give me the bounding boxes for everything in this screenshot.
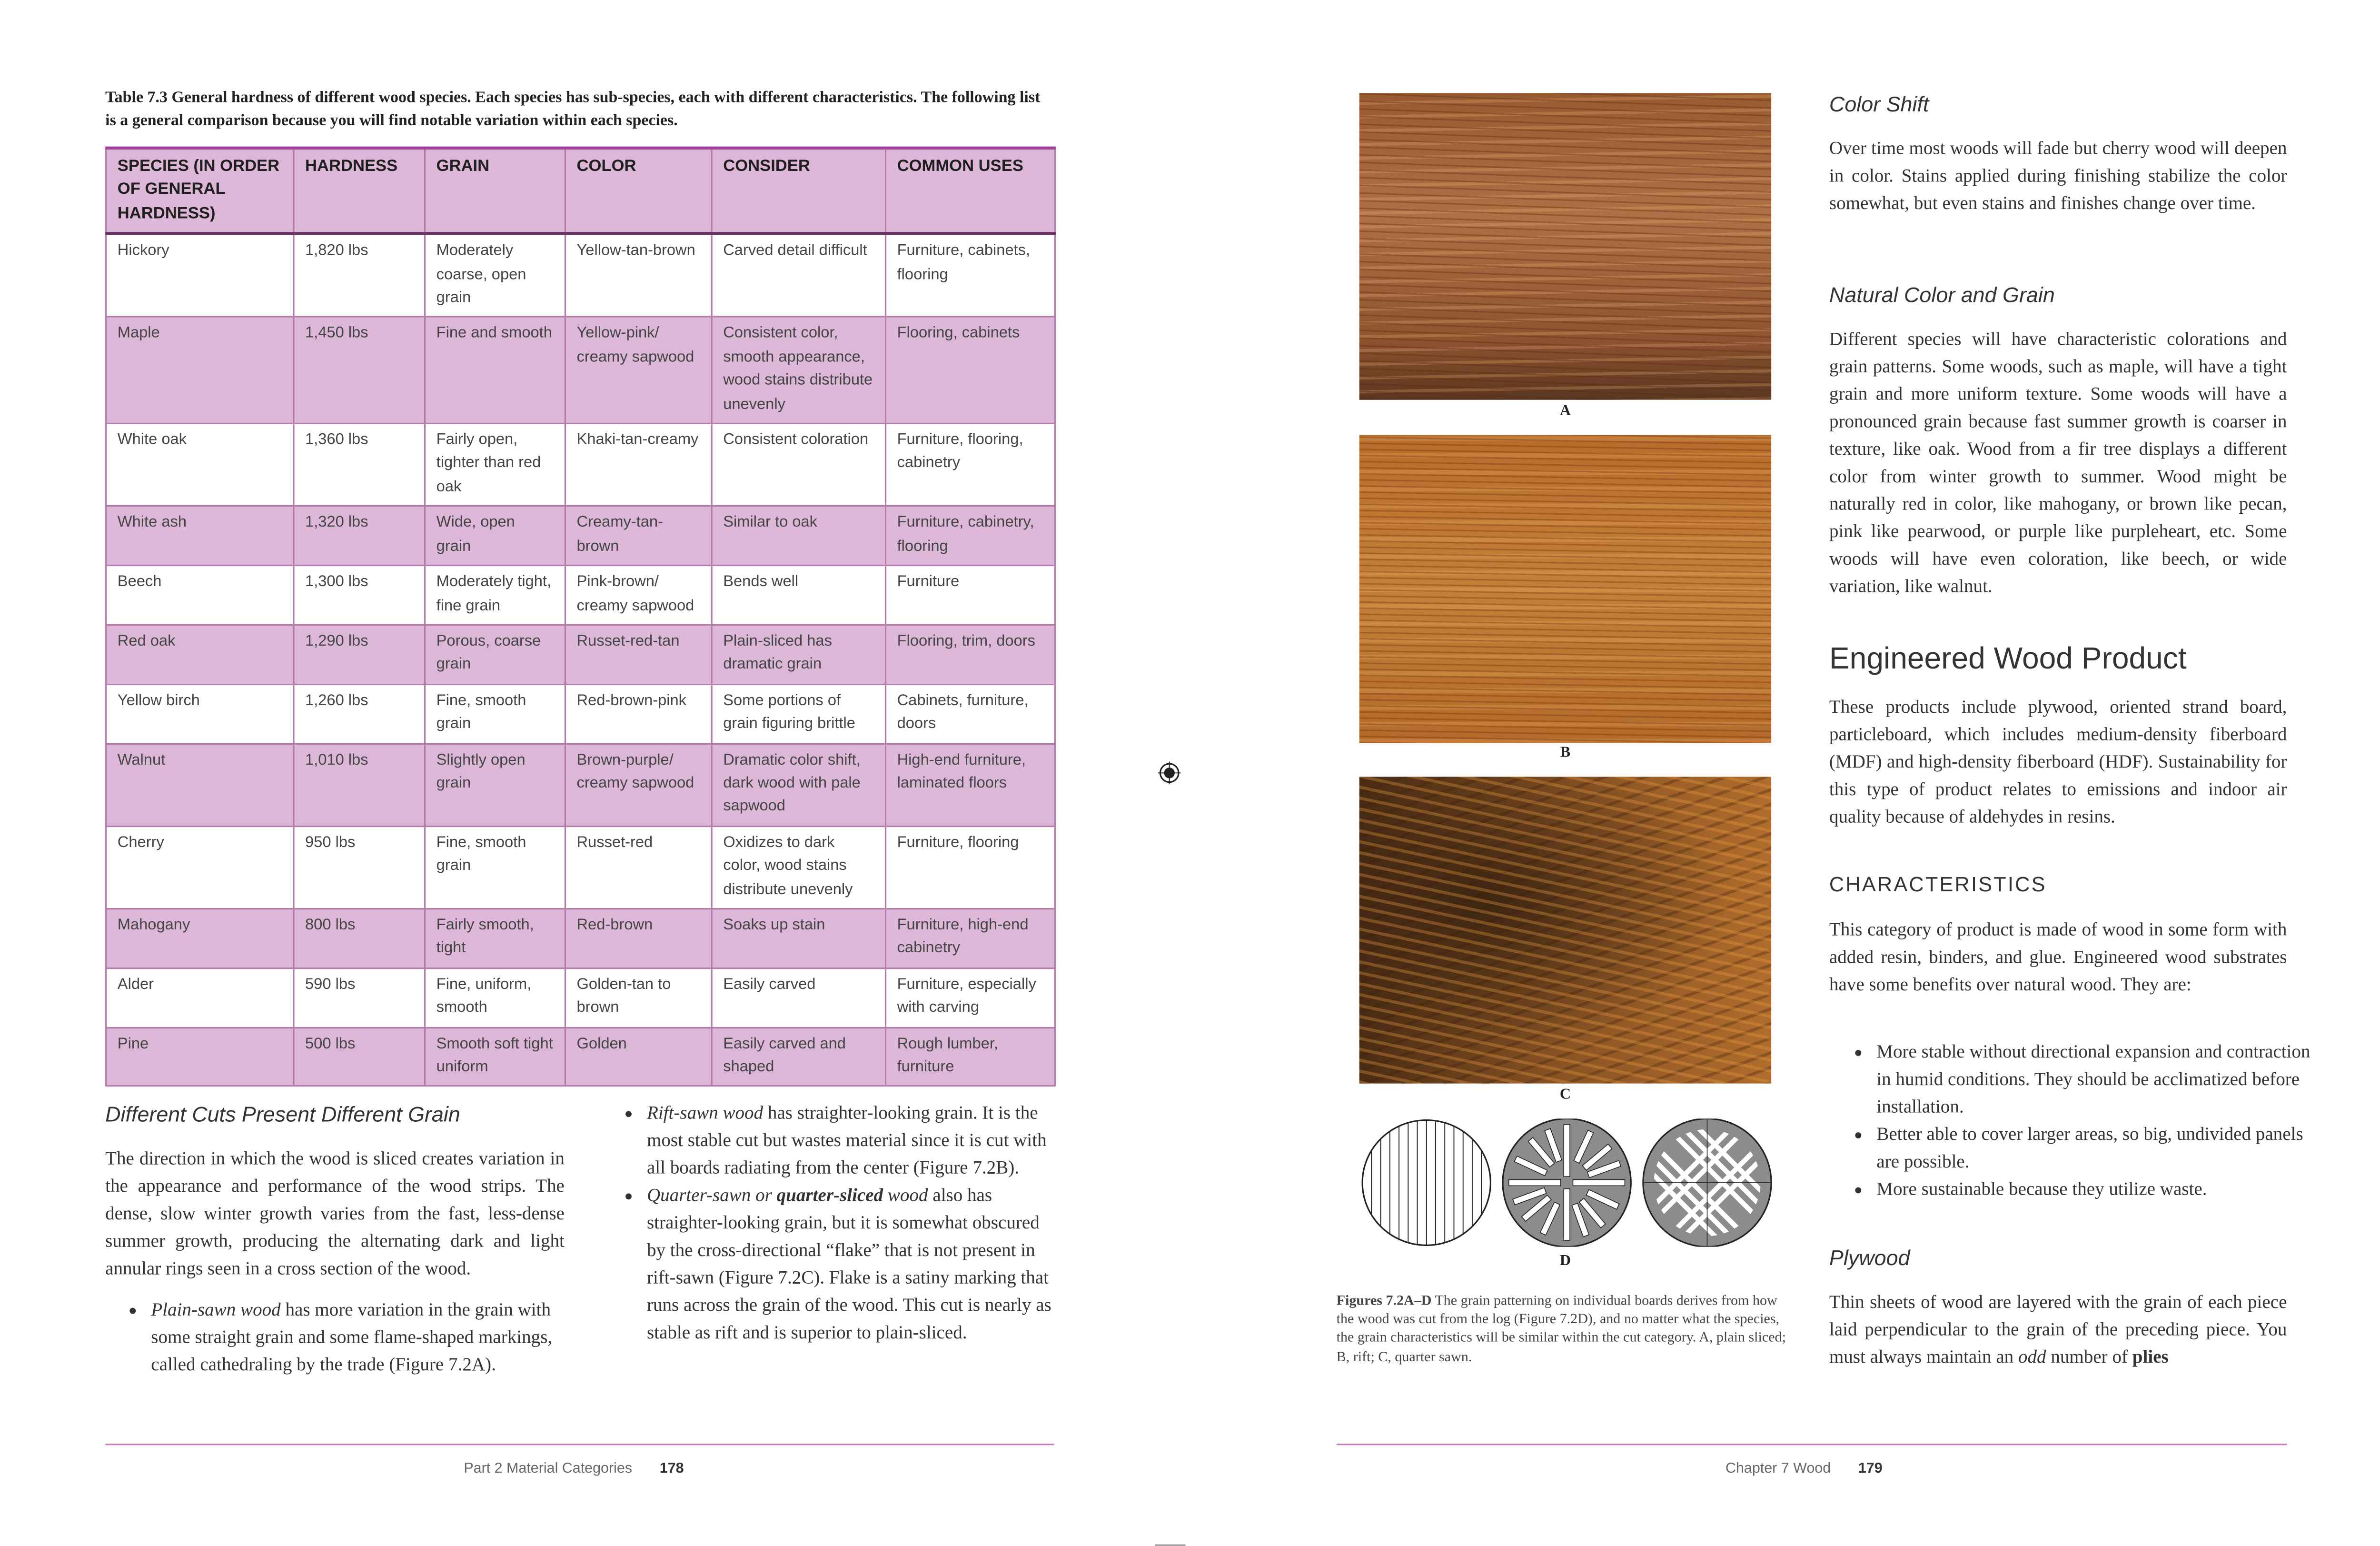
engineered-wood-heading: Engineered Wood Product (1829, 642, 2187, 676)
table-cell: Yellow-tan-brown (565, 234, 712, 317)
column-header: SPECIES (IN ORDER OF GENERAL HARDNESS) (106, 148, 294, 234)
table-cell: Beech (106, 566, 294, 625)
column-header: GRAIN (425, 148, 565, 234)
plywood-odd: odd (2018, 1346, 2046, 1367)
table-cell: Porous, coarse grain (425, 625, 565, 684)
table-cell: Fine, uniform, smooth (425, 968, 565, 1027)
photo-label-d: D (1559, 1253, 1571, 1270)
table-cell: 950 lbs (294, 826, 425, 909)
table-cell: Plain-sliced has dramatic grain (712, 625, 885, 684)
table-cell: Cherry (106, 826, 294, 909)
table-cell: 1,010 lbs (294, 743, 425, 826)
table-cell: Fine, smooth grain (425, 684, 565, 743)
table-cell: Carved detail difficult (712, 234, 885, 317)
bullet-text: also has straighter-looking grain, but it is somewhat obscured by the cross-directional “flake” that is not present in rift-sawn (Figure 7.2C). Flake is a satiny marking that runs across the grain of the wood. This cut is nearly as stable as rift and is superior to plain-sliced. (646, 1184, 1051, 1343)
table-cell: Dramatic color shift, dark wood with pale sapwood (712, 743, 885, 826)
table-cell: Alder (106, 968, 294, 1027)
table-cell: Furniture, cabinets, flooring (886, 234, 1055, 317)
table-cell: White oak (106, 424, 294, 507)
table-header-row (106, 148, 1055, 234)
rift-sawn-diagram (1503, 1118, 1631, 1247)
natural-color-paragraph: Different species will have characteristic colorations and grain patterns. Some woods, such as maple, will have a tight grain and more uniform texture. Some woods will have a pronounced grain because fast summer growth is coarser in texture, like oak. Wood from a fir tree displays a different color from winter growth to summer. Wood might be naturally red in color, like mahogany, or brown like pecan, pink like pearwood, or purple like purpleheart, etc. Some woods will have even coloration, like beech, or wide variation, like walnut. (1829, 328, 2287, 597)
plain-sawn-diagram (1362, 1118, 1490, 1247)
footer-rule-left (105, 1444, 1054, 1445)
term-wood: wood (883, 1184, 928, 1206)
table-cell: Golden-tan to brown (565, 968, 712, 1027)
table-row (106, 424, 1055, 507)
table-cell: Bends well (712, 566, 885, 625)
table-cell: Flooring, cabinets (886, 317, 1055, 423)
color-shift-paragraph: Over time most woods will fade but cherry wood will deepen in color. Stains applied during finishing stabilize the color somewhat, but even stains and finishes change over time. (1829, 137, 2287, 214)
table-cell: Furniture, especially with carving (886, 968, 1055, 1027)
table-cell: Furniture (886, 566, 1055, 625)
gutter-mark (1155, 1545, 1185, 1546)
table-caption: Table 7.3 General hardness of different wood species. Each species has sub-species, each with different characteristics. The following list is a general comparison because you will find notable variation within each species. (105, 90, 1041, 129)
table-row (106, 234, 1055, 317)
table-cell: 1,360 lbs (294, 424, 425, 507)
bullet-text: has more variation in the grain with some straight grain and some flame-shaped markings, called cathedraling by the trade (Figure 7.2A). (151, 1298, 553, 1375)
wood-hardness-table (105, 147, 1056, 1087)
table-cell: Smooth soft tight uniform (425, 1027, 565, 1086)
table-cell: 1,300 lbs (294, 566, 425, 625)
table-cell: Maple (106, 317, 294, 423)
footer-right (1726, 1460, 1883, 1477)
table-row (106, 317, 1055, 423)
cuts-column-1 (105, 1145, 565, 1378)
table-cell: Rough lumber, furniture (886, 1027, 1055, 1086)
column-header: HARDNESS (294, 148, 425, 234)
table-cell: 1,450 lbs (294, 317, 425, 423)
footer-rule-right (1337, 1444, 2287, 1445)
table-cell: Hickory (106, 234, 294, 317)
table-cell: Pink-brown/ creamy sapwood (565, 566, 712, 625)
figure-caption-text: The grain patterning on individual boards derives from how the wood was cut from the log (Figure 7.2D), and no matter what the species, the grain characteristics will be similar within the cut category. A, plain sliced; B, rift; C, quarter sawn. (1336, 1294, 1786, 1366)
quarter-sawn-diagram (1643, 1118, 1771, 1247)
column-header: COLOR (565, 148, 712, 234)
table-cell: Soaks up stain (712, 909, 885, 968)
table-cell: Fairly open, tighter than red oak (425, 424, 565, 507)
table-cell: Flooring, trim, doors (886, 625, 1055, 684)
characteristic-item: • Better able to cover larger areas, so big, undivided panels are possible. (1876, 1120, 2319, 1175)
table-row (106, 909, 1055, 968)
cuts-column-2 (623, 1099, 1057, 1346)
table-cell: Furniture, flooring (886, 826, 1055, 909)
table-cell: Easily carved and shaped (712, 1027, 885, 1086)
table-cell: Some portions of grain figuring brittle (712, 684, 885, 743)
photo-label-a: A (1559, 403, 1571, 420)
table-cell: White ash (106, 506, 294, 565)
photo-plain-sliced (1359, 93, 1771, 400)
table-cell: Red-brown-pink (565, 684, 712, 743)
table-cell: Fairly smooth, tight (425, 909, 565, 968)
characteristics-bullets (1829, 1037, 2319, 1202)
plywood-text: number of (2046, 1346, 2132, 1367)
cuts-paragraph: The direction in which the wood is sliced creates variation in the appearance and performance of the wood strips. The dense, slow winter growth varies from the fast, less-dense summer growth, producing the alternating dark and light annular rings seen in a cross section of the wood. (105, 1147, 565, 1279)
table-cell: Slightly open grain (425, 743, 565, 826)
table-cell: Walnut (106, 743, 294, 826)
photo-quarter-sawn (1359, 777, 1771, 1083)
table-cell: Brown-purple/ creamy sapwood (565, 743, 712, 826)
table-row (106, 506, 1055, 565)
color-shift-heading: Color Shift (1829, 91, 1929, 116)
table-cell: Consistent color, smooth appearance, wood stains distribute unevenly (712, 317, 885, 423)
plywood-heading: Plywood (1829, 1245, 1910, 1270)
footer-section: Part 2 Material Categories (464, 1460, 633, 1477)
photo-rift (1359, 435, 1771, 743)
table-cell: 1,820 lbs (294, 234, 425, 317)
table-cell: Oxidizes to dark color, wood stains distribute unevenly (712, 826, 885, 909)
table-cell: Easily carved (712, 968, 885, 1027)
page-number-right: 179 (1858, 1460, 1883, 1477)
table-cell: Creamy-tan-brown (565, 506, 712, 565)
footer-chapter: Chapter 7 Wood (1725, 1460, 1831, 1477)
table-cell: 590 lbs (294, 968, 425, 1027)
characteristic-item: • More stable without directional expansion and contraction in humid conditions. They should be acclimatized before installation. (1876, 1037, 2319, 1120)
page-number-left: 178 (659, 1460, 684, 1477)
table-cell: Moderately tight, fine grain (425, 566, 565, 625)
plywood-plies: plies (2132, 1346, 2169, 1367)
bullet-text: has straighter-looking grain. It is the most stable cut but wastes material since it is cut with all boards radiating from the center (Figure 7.2B). (646, 1102, 1047, 1178)
table-cell: Mahogany (106, 909, 294, 968)
table-cell: 1,260 lbs (294, 684, 425, 743)
table-cell: 1,290 lbs (294, 625, 425, 684)
figure-caption (1337, 1293, 1795, 1367)
table-cell: Wide, open grain (425, 506, 565, 565)
plywood-paragraph (1829, 1288, 2287, 1370)
table-body (106, 234, 1055, 1087)
cuts-bullets-2 (623, 1099, 1057, 1346)
table-row (106, 625, 1055, 684)
table-row (106, 566, 1055, 625)
table-cell: Furniture, cabinetry, flooring (886, 506, 1055, 565)
table-cell: Moderately coarse, open grain (425, 234, 565, 317)
table-cell: Furniture, high-end cabinetry (886, 909, 1055, 968)
table-cell: 800 lbs (294, 909, 425, 968)
table-cell: Yellow birch (106, 684, 294, 743)
natural-color-heading: Natural Color and Grain (1829, 282, 2055, 307)
table-cell: Fine, smooth grain (425, 826, 565, 909)
cuts-bullets-1 (105, 1296, 565, 1378)
term-plain-sawn: Plain-sawn wood (151, 1298, 281, 1320)
table-cell: Furniture, flooring, cabinetry (886, 424, 1055, 507)
characteristics-heading: CHARACTERISTICS (1829, 873, 2047, 896)
table-row (106, 968, 1055, 1027)
term-quarter-sawn: Quarter-sawn or (646, 1184, 777, 1206)
registration-mark-icon (1158, 761, 1181, 784)
table-cell: Khaki-tan-creamy (565, 424, 712, 507)
table-cell: Russet-red (565, 826, 712, 909)
bullet-rift-sawn (647, 1099, 1057, 1181)
engineered-wood-paragraph: These products include plywood, oriented strand board, particleboard, which includes medium-density fiberboard (MDF) and high-density fiberboard (HDF). Sustainability for this type of product relates to emissions and indoor air quality because of aldehydes in resins. (1829, 696, 2287, 828)
column-header: CONSIDER (712, 148, 885, 234)
table-cell: Russet-red-tan (565, 625, 712, 684)
table-cell: High-end furniture, laminated floors (886, 743, 1055, 826)
photo-label-b: B (1560, 745, 1571, 762)
table-cell: 1,320 lbs (294, 506, 425, 565)
table-cell: Pine (106, 1027, 294, 1086)
characteristic-item: • More sustainable because they utilize waste. (1876, 1175, 2319, 1203)
table-row (106, 684, 1055, 743)
bullet-plain-sawn (151, 1296, 565, 1378)
footer-left (464, 1460, 684, 1477)
photo-label-c: C (1559, 1087, 1571, 1104)
log-cut-diagrams (1359, 1118, 1775, 1247)
table-cell: Yellow-pink/ creamy sapwood (565, 317, 712, 423)
table-cell: Red oak (106, 625, 294, 684)
table-cell: Consistent coloration (712, 424, 885, 507)
table-cell: Red-brown (565, 909, 712, 968)
table-cell: 500 lbs (294, 1027, 425, 1086)
table-cell: Cabinets, furniture, doors (886, 684, 1055, 743)
table-row (106, 826, 1055, 909)
table-row (106, 743, 1055, 826)
table-cell: Golden (565, 1027, 712, 1086)
figure-caption-label: Figures 7.2A–D (1336, 1294, 1432, 1309)
table-row (106, 1027, 1055, 1086)
column-header: COMMON USES (886, 148, 1055, 234)
plywood-text: Thin sheets of wood are layered with the grain of each piece laid perpendicular to the grain of the preceding piece. You must always maintain an (1829, 1291, 2287, 1367)
characteristics-paragraph: This category of product is made of wood in some form with added resin, binders, and glue. Engineered wood substrates have some benefits over natural wood. They are: (1829, 918, 2287, 995)
cuts-heading: Different Cuts Present Different Grain (105, 1102, 460, 1127)
bullet-quarter-sawn (647, 1181, 1057, 1346)
term-rift-sawn: Rift-sawn wood (646, 1102, 764, 1123)
term-quarter-sliced: quarter-sliced (776, 1184, 883, 1206)
table-cell: Fine and smooth (425, 317, 565, 423)
table-cell: Similar to oak (712, 506, 885, 565)
